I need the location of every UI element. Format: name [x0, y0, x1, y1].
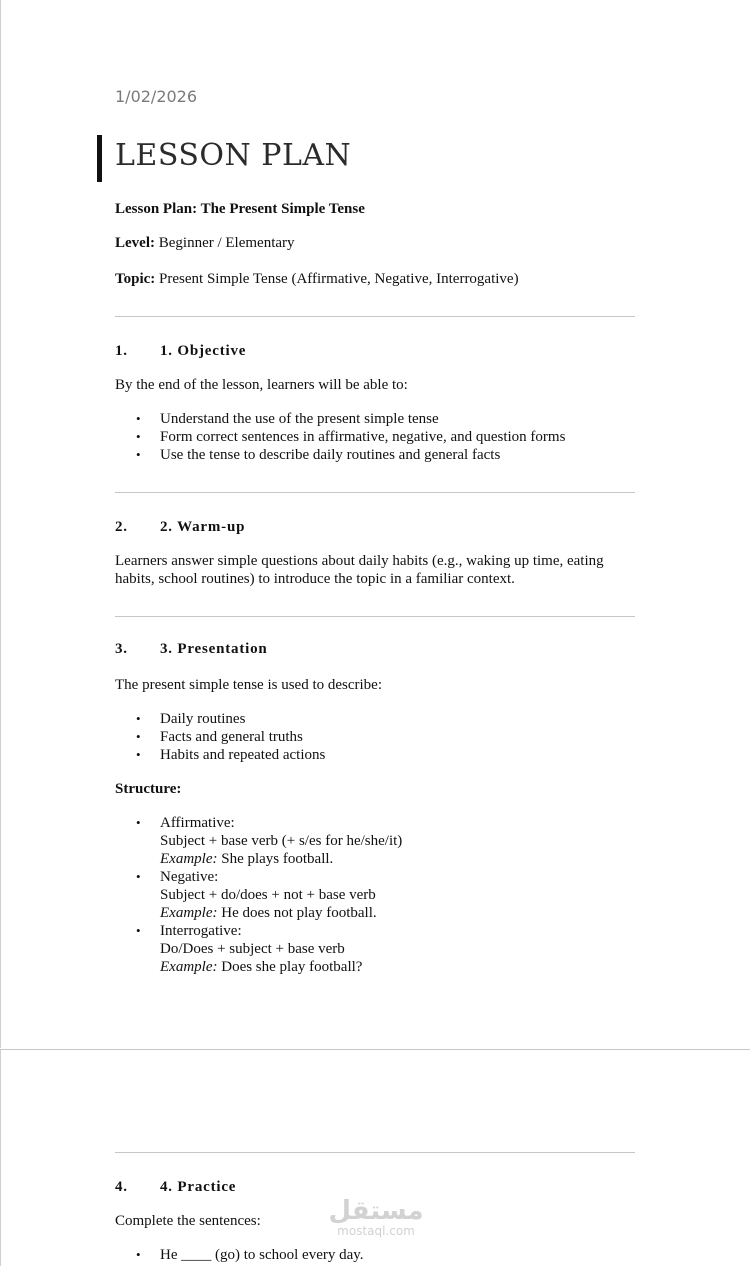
structure-list [115, 814, 402, 976]
section-heading-practice: 4. 4. Practice [115, 1179, 237, 1195]
section-heading-warmup: 2. 2. Warm-up [115, 519, 246, 535]
list-item: • Understand the use of the present simple tense [115, 410, 565, 428]
objective-list [115, 410, 565, 464]
presentation-list [115, 710, 325, 764]
list-item: • He ____ (go) to school every day. [115, 1246, 364, 1264]
document-date: 1/02/2026 [115, 87, 198, 106]
presentation-intro: The present simple tense is used to describe: [115, 677, 383, 693]
topic-line: Topic: Present Simple Tense (Affirmative, Negative, Interrogative) [115, 271, 519, 287]
objective-intro: By the end of the lesson, learners will be able to: [115, 377, 408, 393]
list-item: • Daily routines [115, 710, 325, 728]
section-heading-presentation: 3. 3. Presentation [115, 641, 268, 657]
structure-label: Structure: [115, 781, 182, 797]
list-item: • Form correct sentences in affirmative, negative, and question forms [115, 428, 565, 446]
list-item: • Use the tense to describe daily routines and general facts [115, 446, 565, 464]
section-divider [115, 316, 635, 317]
section-divider [115, 616, 635, 617]
section-divider [115, 492, 635, 493]
list-item: • Habits and repeated actions [115, 746, 325, 764]
practice-intro: Complete the sentences: [115, 1213, 261, 1229]
watermark-logo: مستقل mostaql.com [328, 1196, 424, 1238]
structure-item-affirmative: • Affirmative: Subject + base verb (+ s/es for he/she/it) Example: She plays football. [115, 814, 402, 868]
practice-list [115, 1246, 364, 1264]
title-accent-bar [97, 135, 102, 182]
level-line: Level: Beginner / Elementary [115, 235, 295, 251]
structure-item-interrogative: • Interrogative: Do/Does + subject + base verb Example: Does she play football? [115, 922, 402, 976]
warmup-text: Learners answer simple questions about daily habits (e.g., waking up time, eating habits, school routines) to introduce the topic in a familiar context. [115, 553, 604, 587]
section-heading-objective: 1. 1. Objective [115, 343, 247, 359]
plan-title: Lesson Plan: The Present Simple Tense [115, 201, 365, 217]
page-title: LESSON PLAN [115, 138, 352, 173]
section-divider [115, 1152, 635, 1153]
list-item: • Facts and general truths [115, 728, 325, 746]
structure-item-negative: • Negative: Subject + do/does + not + base verb Example: He does not play football. [115, 868, 402, 922]
